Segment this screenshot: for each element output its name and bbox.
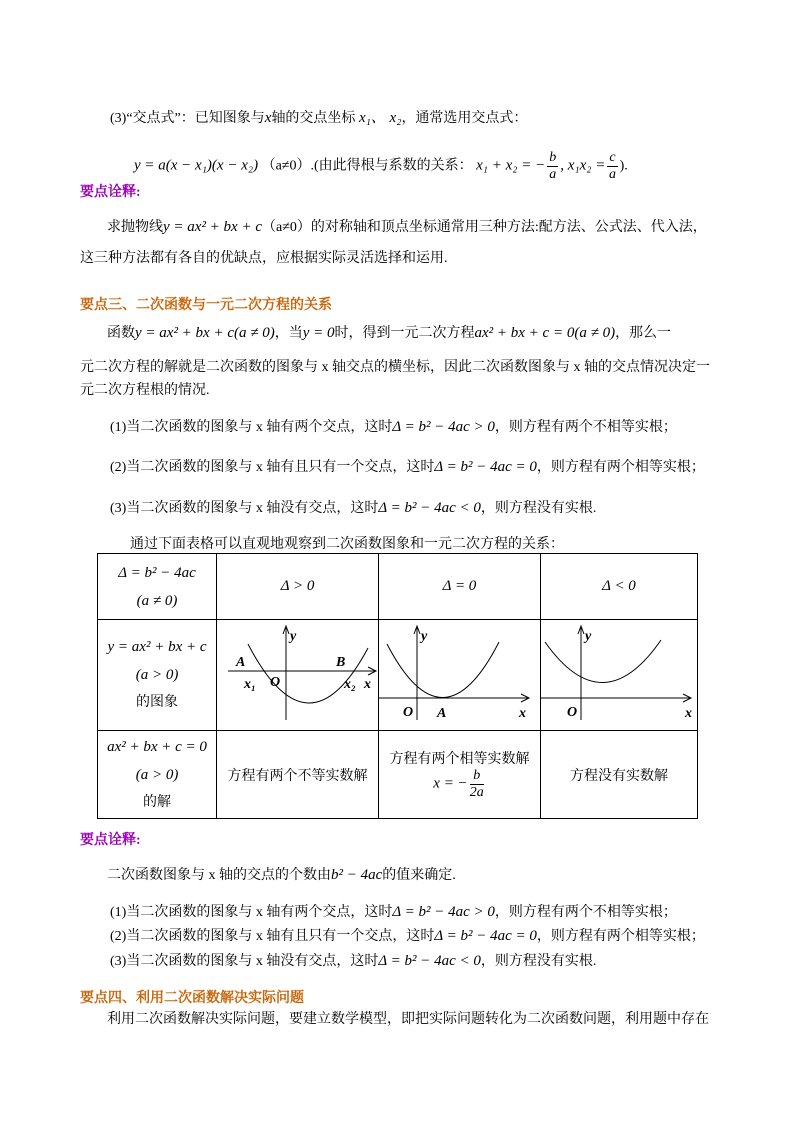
text: 的值来确定. [382, 868, 456, 883]
text: 二次函数图象与 x 轴的交点的个数由 [107, 868, 331, 883]
text: ，则方程有两个相等实根； [536, 460, 705, 475]
table-cell [98, 731, 217, 819]
text: (3)当二次函数的图象与 x 轴没有交点，这时 [110, 501, 379, 516]
y-label: y [421, 629, 428, 644]
text: (2)当二次函数的图象与 x 轴有且只有一个交点，这时 [110, 929, 435, 944]
text: (3)当二次函数的图象与 x 轴没有交点，这时 [110, 954, 379, 969]
list-item [110, 926, 705, 947]
list-item [110, 951, 596, 972]
list-item [110, 902, 677, 923]
math: Δ = b² − 4ac > 0 [392, 419, 495, 435]
table-cell [540, 620, 697, 731]
math: Δ = b² − 4ac = 0 [434, 459, 537, 475]
text: ，则方程有两个不相等实根； [494, 905, 677, 920]
math: ax² + bx + c = 0(a ≠ 0) [474, 325, 616, 341]
math: (a ≠ 0) [136, 592, 178, 609]
note-paragraph [107, 217, 707, 238]
text: 时，得到一元二次方程 [334, 326, 475, 341]
numerator: c [609, 150, 616, 165]
comparison-table [97, 553, 698, 819]
math: x₁ + x₂ = − [476, 157, 546, 174]
math: (a > 0) [135, 667, 179, 683]
numerator: b [470, 768, 484, 785]
math: (a > 0) [135, 766, 179, 783]
denominator: a [609, 167, 616, 182]
list-item [110, 498, 596, 519]
origin-label: O [566, 705, 578, 720]
list-item [110, 417, 677, 438]
text: (1)当二次函数的图象与 x 轴有两个交点，这时 [110, 905, 393, 920]
math: Δ = b² − 4ac [118, 564, 196, 581]
point-a-label: A [437, 706, 447, 721]
table-row [98, 554, 698, 620]
x2-label: x₂ [343, 677, 356, 692]
text: ，当 [274, 326, 303, 341]
math: y = a(x − x₁)(x − x₂) [134, 157, 259, 174]
origin-label: O [269, 675, 280, 690]
x-label: x [363, 677, 371, 692]
table-cell [379, 554, 541, 620]
point-a-label: A [235, 655, 245, 670]
list-item [110, 457, 705, 478]
math: ax² + bx + c = 0 [107, 738, 207, 755]
math: Δ = b² − 4ac = 0 [434, 928, 537, 944]
note-paragraph-cont: 这三种方法都有各自的优缺点，应根据实际灵活选择和运用. [80, 251, 448, 266]
math: Δ = 0 [442, 578, 477, 594]
x-label: x [684, 706, 692, 721]
section-heading: 要点四、利用二次函数解决实际问题 [80, 991, 304, 1006]
graph-two-roots [218, 620, 378, 725]
fraction [547, 150, 558, 183]
table-cell [217, 554, 379, 620]
math: x [264, 110, 272, 126]
text: ，则方程有两个不相等实根； [494, 420, 677, 435]
text: (3)“交点式”：已知图象与 [110, 111, 265, 126]
text: 的图象 [136, 695, 179, 710]
math: Δ = b² − 4ac < 0 [378, 953, 481, 969]
math: y = 0 [302, 325, 335, 341]
note-heading: 要点诠释: [80, 185, 141, 200]
note-heading: 要点诠释: [80, 833, 141, 848]
text: （a≠0）的对称轴和顶点坐标通常用三种方法:配方法、公式法、代入法， [262, 220, 707, 235]
math: Δ = b² − 4ac < 0 [378, 500, 481, 516]
x1-label: x₁ [243, 677, 256, 692]
graph-no-root [541, 620, 697, 725]
math: Δ < 0 [602, 578, 636, 594]
table-row [98, 731, 698, 819]
table-cell [217, 620, 379, 731]
text: ). [619, 158, 628, 174]
numerator: b [549, 150, 557, 165]
root-formula [379, 768, 540, 801]
table-intro: 通过下面表格可以直观地观察到二次函数图象和一元二次方程的关系： [130, 537, 564, 552]
math: y = ax² + bx + c [163, 219, 262, 235]
y-label: y [584, 629, 592, 644]
table-cell [98, 554, 217, 620]
intercept-form-formula [134, 150, 628, 183]
table-cell: 方程没有实数解 [540, 731, 697, 819]
fraction [470, 768, 484, 801]
table-cell [379, 620, 541, 731]
y-label: y [289, 629, 296, 644]
paragraph: 利用二次函数解决实际问题，要建立数学模型，即把实际问题转化为二次函数问题，利用题中存在 [107, 1012, 709, 1027]
paragraph [107, 323, 671, 344]
text: 方程有两个相等实数解 [389, 752, 530, 767]
intercept-form-intro [110, 108, 527, 129]
fraction [607, 150, 617, 183]
table-cell: 方程有两个不等实数解 [217, 731, 379, 819]
denominator: 2a [469, 785, 484, 800]
parabola [248, 644, 368, 703]
table-cell [98, 620, 217, 731]
text: 求抛物线 [107, 220, 163, 235]
table-cell [379, 731, 541, 819]
text: ，则方程没有实根. [480, 501, 597, 516]
text: ，则方程没有实根. [480, 954, 597, 969]
text: 函数 [107, 326, 135, 341]
denominator: a [549, 167, 557, 182]
math: y = ax² + bx + c(a ≠ 0) [135, 325, 275, 341]
math: y = ax² + bx + c [107, 639, 207, 655]
graph-one-root [379, 620, 539, 725]
text: ，那么一 [615, 326, 672, 341]
math: Δ > 0 [280, 578, 315, 594]
point-b-label: B [335, 655, 345, 670]
math: , x₁x₂ = [560, 157, 606, 174]
x-label: x [519, 706, 527, 721]
text: (2)当二次函数的图象与 x 轴有且只有一个交点，这时 [110, 460, 435, 475]
math: x₁、 x₂ [358, 110, 402, 126]
parabola [545, 640, 661, 683]
text: ，则方程有两个相等实根； [536, 929, 705, 944]
text: (1)当二次函数的图象与 x 轴有两个交点，这时 [110, 420, 393, 435]
table-cell [540, 554, 697, 620]
math: b² − 4ac [331, 867, 383, 883]
origin-label: O [403, 705, 414, 720]
text: 的解 [143, 794, 172, 810]
paragraph-line: 元二次方程根的情况. [80, 383, 210, 398]
table-row [98, 620, 698, 731]
note-paragraph [107, 865, 456, 886]
math: Δ = b² − 4ac > 0 [392, 904, 495, 920]
section-heading: 要点三、二次函数与一元二次方程的关系 [80, 298, 332, 313]
paragraph-line: 元二次方程的解就是二次函数的图象与 x 轴交点的横坐标，因此二次函数图象与 x 轴的交点情况决定一 [80, 360, 710, 375]
parabola [387, 642, 499, 698]
text: （a≠0）.(由此得根与系数的关系： [261, 158, 473, 174]
text: ，通常选用交点式： [401, 111, 528, 126]
math: x = − [433, 775, 468, 792]
text: 轴的交点坐标 [271, 111, 356, 126]
